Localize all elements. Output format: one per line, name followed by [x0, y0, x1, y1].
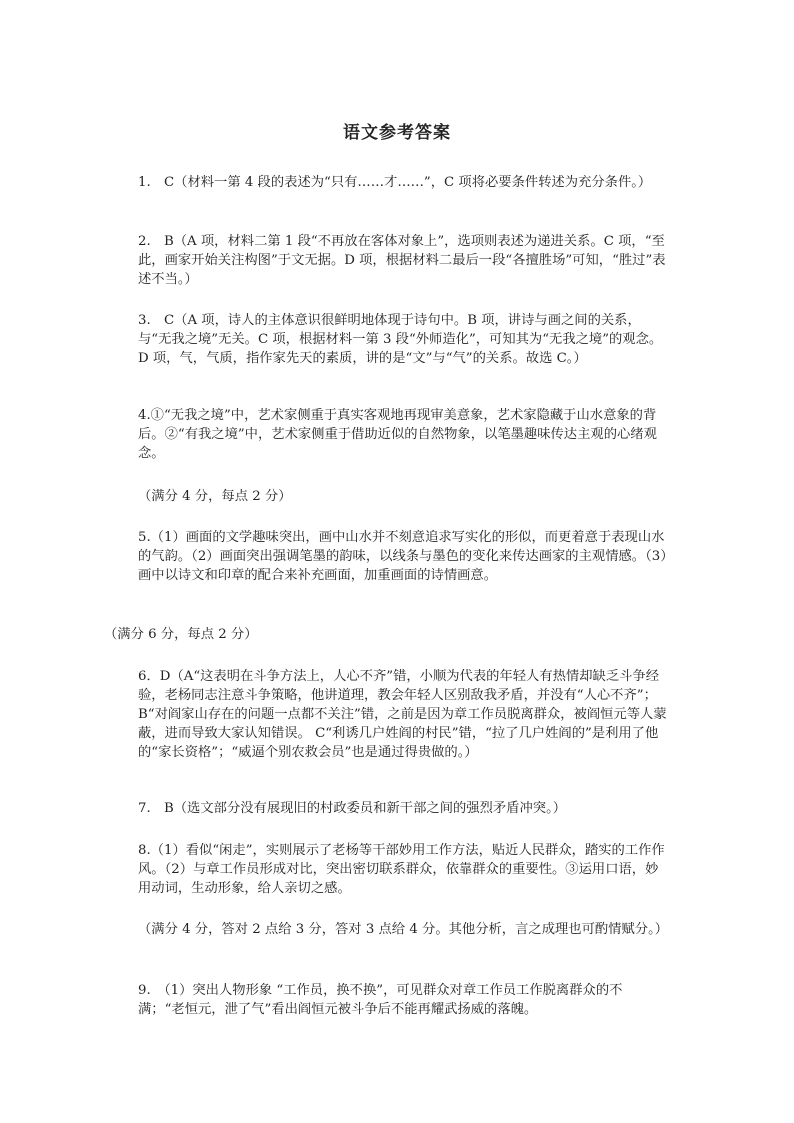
answer-item-2: 2. B（A 项，材料二第 1 段“不再放在客体对象上”，选项则表述为递进关系。C 项，“至此，画家开始关注构图”于文无据。D 项，根据材料二最后一段“各擅胜场”可知，“胜过”表述不当。）: [138, 234, 666, 287]
answer-item-4: 4.①“无我之境”中，艺术家侧重于真实客观地再现审美意象，艺术家隐藏于山水意象的背后。②“有我之境”中，艺术家侧重于借助近似的自然物象，以笔墨趣味传达主观的心绪观念。: [138, 408, 657, 461]
answer-item-3: 3. C（A 项，诗人的主体意识很鲜明地体现于诗句中。B 项，讲诗与画之间的关系，与“无我之境”无关。C 项，根据材料一第 3 段“外师造化”，可知其为“无我之境”的观念。D 项，气，气质，指作家先天的素质，讲的是“文”与“气”的关系。故选 C。）: [138, 313, 663, 366]
scoring-note-4: （满分 4 分，每点 2 分）: [138, 489, 292, 504]
answer-item-1: 1. C（材料一第 4 段的表述为“只有……才……”，C 项将必要条件转述为充分条件。）: [138, 175, 652, 190]
scoring-note-5: （满分 6 分，每点 2 分）: [104, 627, 258, 642]
answer-item-8: 8.（1）看似“闲走”，实则展示了老杨等干部妙用工作方法，贴近人民群众，踏实的工作作风。（2）与章工作员形成对比，突出密切联系群众，依靠群众的重要性。③运用口语，妙用动词，生动形象，给人亲切之感。: [138, 843, 665, 896]
page-title: 语文参考答案: [343, 123, 451, 143]
answer-item-9: 9. （1）突出人物形象 “工作员，换不换”，可见群众对章工作员工作脱离群众的不满；“老恒元，泄了气”看出阎恒元被斗争后不能再耀武扬威的落魄。: [138, 983, 623, 1017]
answer-item-5: 5.（1）画面的文学趣味突出，画中山水并不刻意追求写实化的形似，而更着意于表现山水的气韵。（2）画面突出强调笔墨的韵味，以线条与墨色的变化来传达画家的主观情感。（3）画中以诗文和印章的配合来补充画面，加重画面的诗情画意。: [138, 530, 667, 583]
answer-item-7: 7. B（选文部分没有展现旧的村政委员和新干部之间的强烈矛盾冲突。）: [138, 801, 567, 816]
scoring-note-8: （满分 4 分，答对 2 点给 3 分，答对 3 点给 4 分。其他分析，言之成理也可酌情赋分。）: [138, 922, 669, 937]
answer-item-6: 6．D（A“这表明在斗争方法上，人心不齐”错，小顺为代表的年轻人有热情却缺乏斗争经验，老杨同志注意斗争策略，他讲道理，教会年轻人区别敌我矛盾，并没有“人心不齐”；B“对阎家山存在的问题一点都不关注”错，之前是因为章工作员脱离群众，被阎恒元等人蒙蔽，进而导致大家认知错误。 C“利诱几户姓阎的村民”错，“拉了几户姓阎的”是利用了他的“家长资格”；“威逼个别农救会员”也是通过得贵做的。）: [138, 669, 667, 760]
